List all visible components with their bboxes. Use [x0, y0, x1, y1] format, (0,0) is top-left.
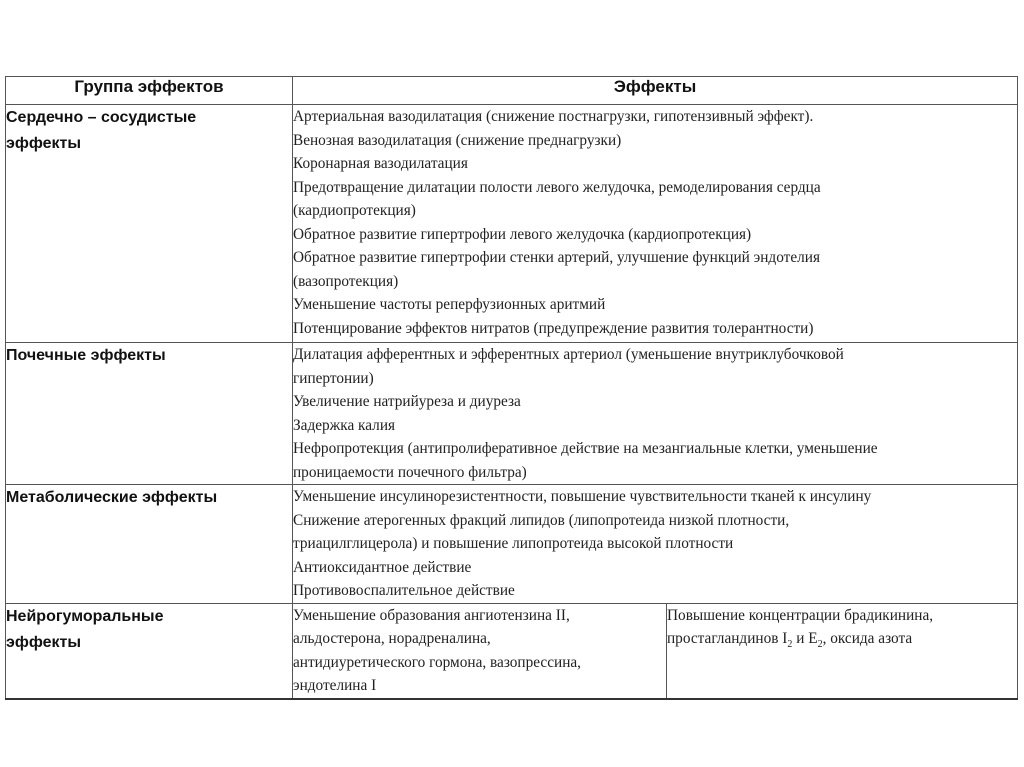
effect-item: Коронарная вазодилатация: [293, 155, 468, 172]
header-effects: Эффекты: [293, 77, 1018, 105]
effects-cell-neurohumoral-decrease: [293, 603, 667, 699]
effect-item: Уменьшение инсулинорезистентности, повышение чувствительности тканей к инсулину: [293, 488, 872, 505]
effect-item: Потенцирование эффектов нитратов (предупреждение развития толерантности): [293, 319, 814, 337]
group-cell-neurohumoral: [6, 603, 293, 699]
group-cell-cardiovascular: [6, 105, 293, 343]
effect-item: Повышение концентрации брадикинина,: [667, 606, 934, 624]
effect-item: Антиоксидантное действие: [293, 558, 472, 576]
effect-item: альдостерона, норадреналина,: [293, 630, 491, 647]
table-row-cardiovascular: [6, 105, 1018, 343]
effect-item: Снижение атерогенных фракций липидов (липопротеида низкой плотности,: [293, 511, 790, 529]
group-cell-metabolic: [6, 485, 293, 604]
formula-part: и E: [792, 630, 818, 647]
effect-item: антидиуретического гормона, вазопрессина,: [293, 653, 581, 671]
effects-cell-metabolic: [293, 485, 1018, 604]
effect-item: Обратное развитие гипертрофии левого желудочка (кардиопротекция): [293, 225, 752, 243]
effect-item: Увеличение натрийуреза и диуреза: [293, 393, 521, 410]
table-row-metabolic: [6, 485, 1018, 604]
header-group: Группа эффектов: [6, 77, 293, 105]
effect-item: Уменьшение образования ангиотензина II,: [293, 606, 570, 624]
effects-cell-renal: [293, 343, 1018, 485]
subscript: 2: [787, 639, 793, 651]
group-label: эффекты: [6, 135, 82, 152]
effect-item: Уменьшение частоты реперфузионных аритмий: [293, 296, 606, 313]
table-header-row: [6, 77, 1018, 105]
formula-part: простагландинов I: [667, 630, 788, 647]
effect-item: Венозная вазодилатация (снижение преднагрузки): [293, 131, 622, 149]
effect-item: (вазопротекция): [293, 272, 399, 290]
table-row-neurohumoral: [6, 603, 1018, 699]
group-label: Сердечно – сосудистые: [6, 109, 197, 126]
group-cell-renal: [6, 343, 293, 485]
effect-item: Предотвращение дилатации полости левого желудочка, ремоделирования сердца: [293, 178, 821, 196]
effect-item: эндотелина I: [293, 677, 377, 694]
effects-table: [5, 76, 1018, 700]
effect-item: проницаемости почечного фильтра): [293, 463, 527, 481]
group-label: Метаболические эффекты: [6, 489, 218, 506]
effect-item: Дилатация афферентных и эфферентных артериол (уменьшение внутриклубочковой: [293, 346, 844, 363]
group-label: Почечные эффекты: [6, 347, 166, 364]
effects-table-container: [5, 76, 1017, 694]
effect-item: Обратное развитие гипертрофии стенки артерий, улучшение функций эндотелия: [293, 249, 820, 266]
group-label: Нейрогуморальные: [6, 607, 164, 625]
effect-item: гипертонии): [293, 369, 374, 387]
effect-item: Нефропротекция (антипролиферативное действие на мезангиальные клетки, уменьшение: [293, 440, 878, 457]
effect-item: Задержка калия: [293, 416, 396, 434]
effects-cell-neurohumoral-increase: [667, 603, 1018, 699]
effect-item: Противовоспалительное действие: [293, 582, 515, 599]
effect-item: триацилглицерола) и повышение липопротеида высокой плотности: [293, 535, 734, 552]
group-label: эффекты: [6, 633, 82, 651]
formula-part: , оксида азота: [822, 630, 913, 647]
effects-cell-cardiovascular: [293, 105, 1018, 343]
subscript: 2: [817, 639, 823, 651]
effect-item: (кардиопротекция): [293, 202, 416, 219]
effect-item: Артериальная вазодилатация (снижение постнагрузки, гипотензивный эффект).: [293, 108, 814, 125]
table-row-renal: [6, 343, 1018, 485]
effect-item-formula: [667, 627, 1017, 651]
